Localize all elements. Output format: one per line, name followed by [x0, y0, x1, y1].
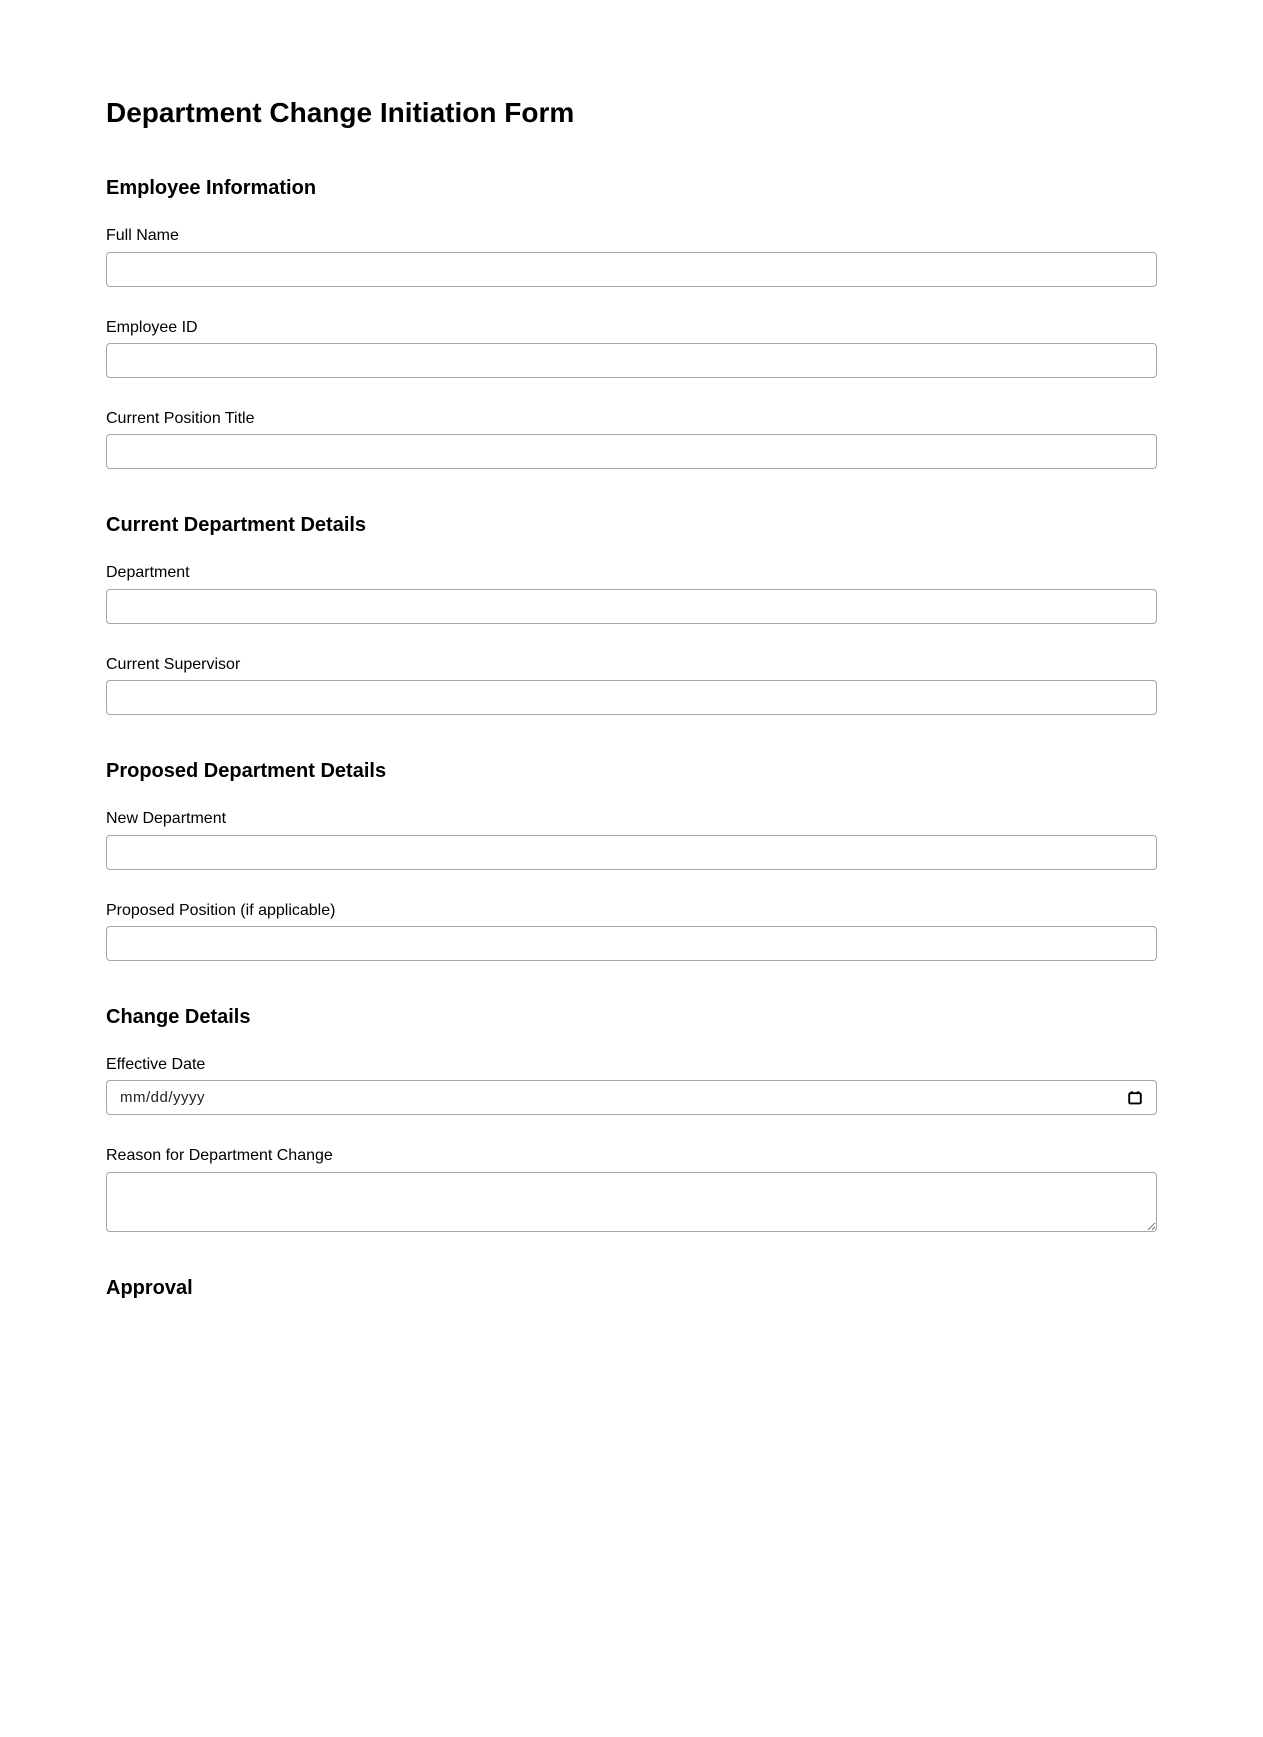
full-name-input[interactable] [106, 252, 1157, 287]
current-position-title-label: Current Position Title [106, 409, 255, 427]
field-current-position-title [106, 410, 1157, 469]
field-full-name [106, 227, 1157, 286]
effective-date-label: Effective Date [106, 1055, 206, 1073]
proposed-position-label: Proposed Position (if applicable) [106, 901, 336, 919]
date-placeholder-text: mm/dd/yyyy [120, 1089, 206, 1107]
proposed-position-input[interactable] [106, 926, 1157, 961]
current-supervisor-label: Current Supervisor [106, 655, 241, 673]
page-title: Department Change Initiation Form [106, 97, 575, 128]
effective-date-input[interactable] [106, 1080, 1157, 1115]
section-proposed-department-details [106, 760, 1157, 961]
section-change-details [106, 1006, 1157, 1232]
field-department [106, 564, 1157, 623]
department-input[interactable] [106, 589, 1157, 624]
reason-for-change-label: Reason for Department Change [106, 1147, 333, 1165]
calendar-icon[interactable] [1126, 1089, 1144, 1107]
new-department-label: New Department [106, 810, 227, 828]
field-reason-for-change [106, 1147, 1157, 1231]
department-label: Department [106, 564, 190, 582]
section-heading-change-details: Change Details [106, 1005, 251, 1028]
field-new-department [106, 810, 1157, 869]
new-department-input[interactable] [106, 835, 1157, 870]
section-approval [106, 1277, 1157, 1300]
reason-for-change-textarea[interactable] [106, 1172, 1157, 1232]
section-current-department-details [106, 514, 1157, 715]
section-heading-proposed-department-details: Proposed Department Details [106, 760, 387, 783]
field-effective-date [106, 1056, 1157, 1115]
current-position-title-input[interactable] [106, 434, 1157, 469]
employee-id-label: Employee ID [106, 318, 198, 336]
current-supervisor-input[interactable] [106, 680, 1157, 715]
employee-id-input[interactable] [106, 343, 1157, 378]
field-employee-id [106, 319, 1157, 378]
field-current-supervisor [106, 656, 1157, 715]
section-heading-employee-information: Employee Information [106, 177, 317, 200]
full-name-label: Full Name [106, 227, 179, 245]
section-employee-information [106, 177, 1157, 469]
section-heading-current-department-details: Current Department Details [106, 514, 367, 537]
section-heading-approval: Approval [106, 1276, 193, 1299]
field-proposed-position [106, 902, 1157, 961]
